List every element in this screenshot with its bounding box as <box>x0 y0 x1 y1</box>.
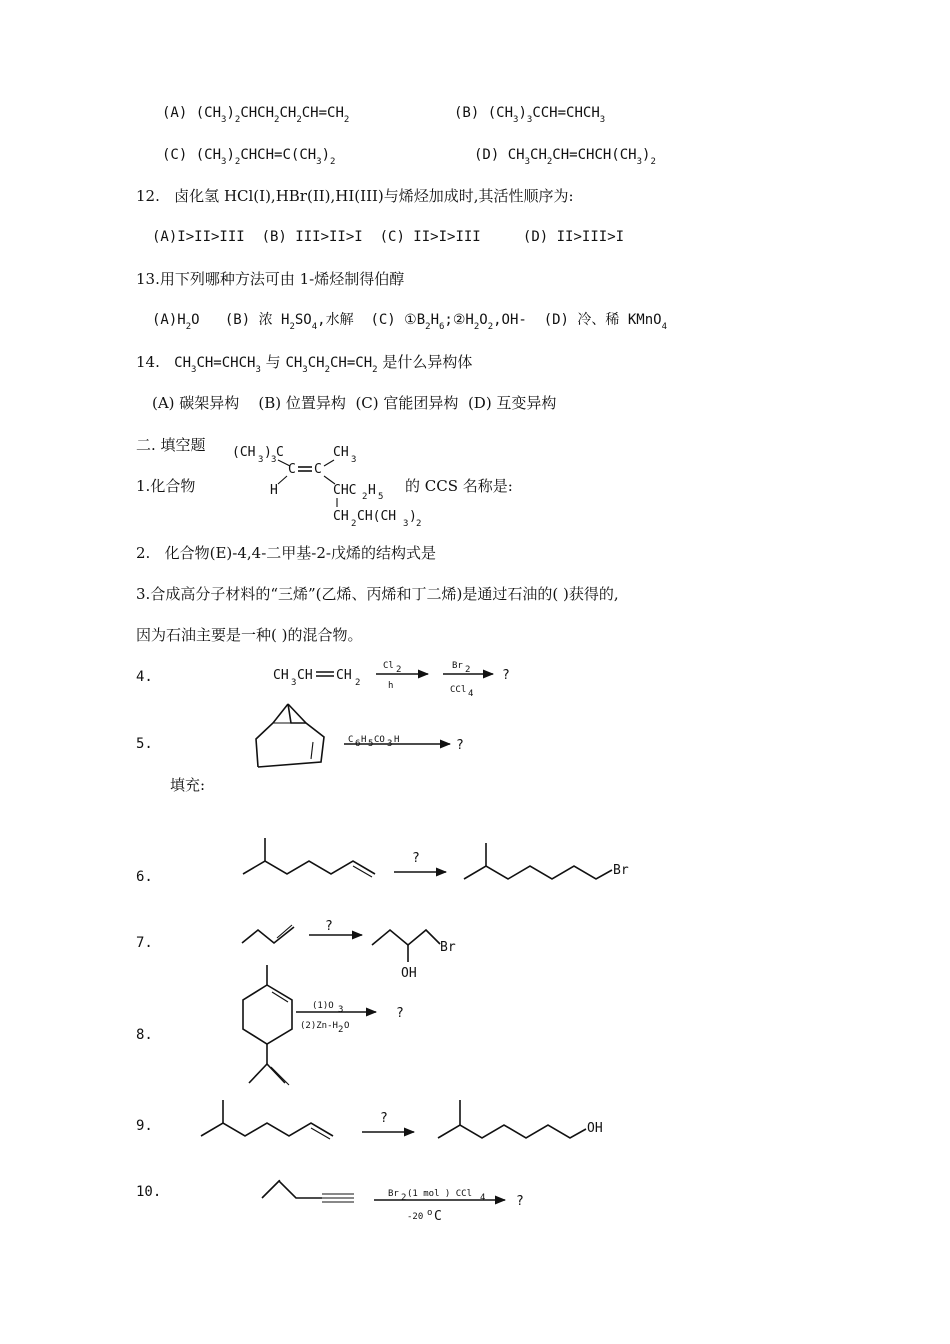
q14-options: (A) 碳架异构 (B) 位置异构 (C) 官能团异构 (D) 互变异构 <box>152 394 557 412</box>
fill7-group2: OH <box>401 966 417 981</box>
svg-text:CH: CH <box>333 509 349 524</box>
svg-text:CH: CH <box>333 445 349 460</box>
svg-text:(CH: (CH <box>232 445 256 460</box>
svg-text:CH: CH <box>273 668 289 683</box>
svg-text:4: 4 <box>480 1193 486 1203</box>
fill5-reaction <box>256 704 464 767</box>
svg-text:2: 2 <box>355 678 361 688</box>
fill10-reagent-top: Br <box>388 1189 399 1199</box>
svg-text:5: 5 <box>368 739 374 749</box>
svg-text:5: 5 <box>378 492 384 502</box>
fill5-product: ? <box>456 738 464 753</box>
svg-text:H: H <box>270 483 278 498</box>
svg-text:(1 mol ) CCl: (1 mol ) CCl <box>407 1189 473 1199</box>
fill1-structure <box>232 445 421 529</box>
fill9-reagent: ? <box>380 1111 388 1126</box>
fill9-reaction <box>201 1100 603 1139</box>
svg-text:C: C <box>434 1209 442 1224</box>
svg-text:o: o <box>427 1208 433 1218</box>
svg-text:6: 6 <box>355 739 361 749</box>
fill4-product: ? <box>502 668 510 683</box>
fill4-reaction <box>273 661 510 699</box>
fill7-group1: Br <box>440 940 456 955</box>
fill6-product-group: Br <box>613 863 629 878</box>
svg-text:2: 2 <box>338 1025 344 1035</box>
fill8-reaction <box>243 965 404 1085</box>
fill4-reagent2-bottom: CCl <box>450 685 467 695</box>
svg-text:C: C <box>314 462 322 477</box>
svg-text:H: H <box>368 483 376 498</box>
svg-text:2: 2 <box>465 665 471 675</box>
fill9-product-group: OH <box>587 1121 603 1136</box>
svg-text:C: C <box>288 462 296 477</box>
svg-text:H: H <box>394 735 400 745</box>
svg-text:2: 2 <box>401 1193 407 1203</box>
fill6-number: 6. <box>136 869 153 885</box>
fill4-reagent2-top: Br <box>452 661 463 671</box>
q13-options: $(A)H_2O$ (B) 浓 $H_2SO_4$,水解 (C) $①B_2H_6;②H_2O_2,OH-$ (D) 冷、稀 KMnO$_4$ <box>152 312 667 332</box>
q12-options: (A)I>II>III (B) III>II>I (C) II>I>III (D) II>III>I <box>152 229 625 245</box>
fill10-product: ? <box>516 1194 524 1209</box>
svg-text:2: 2 <box>416 519 422 529</box>
svg-text:3: 3 <box>338 1005 344 1015</box>
fill10-reagent-bottom: -20 <box>407 1212 424 1222</box>
fill6-reagent: ? <box>412 851 420 866</box>
svg-text:): ) <box>409 509 417 524</box>
fill7-number: 7. <box>136 935 153 951</box>
svg-text:3: 3 <box>258 455 264 465</box>
svg-text:CH: CH <box>336 668 352 683</box>
svg-text:O: O <box>344 1021 350 1031</box>
svg-text:2: 2 <box>362 492 368 502</box>
fill3-line1: 3.合成高分子材料的“三烯”(乙烯、丙烯和丁二烯)是通过石油的( )获得的, <box>136 585 619 603</box>
fill7-reagent: ? <box>325 919 333 934</box>
svg-text:CO: CO <box>374 735 385 745</box>
fill8-step1: (1)O <box>312 1001 334 1011</box>
q11-option-d: (D) $CH_3CH_2CH=CHCH(CH_3)_2$ <box>474 147 656 167</box>
fill4-reagent1-top: Cl <box>383 661 394 671</box>
svg-text:): ) <box>264 445 272 460</box>
q14-stem: 14. $CH_3CH=CHCH_3$ 与 $CH_3CH_2CH=CH_2$ 是什么异构体 <box>136 353 473 375</box>
fill1-tail: 的 CCS 名称是: <box>405 477 513 495</box>
fill5-reagent: C <box>348 735 354 745</box>
fill9-number: 9. <box>136 1118 153 1134</box>
fill6-reaction <box>243 838 629 879</box>
fill5-number: 5. <box>136 736 153 752</box>
q11-option-a: (A) $(CH_3)_2CHCH_2CH_2CH=CH_2$ <box>162 105 350 125</box>
svg-text:3: 3 <box>387 739 393 749</box>
svg-text:4: 4 <box>468 689 474 699</box>
fill7-reaction <box>242 919 456 981</box>
fill-label: 填充: <box>170 776 206 794</box>
fill4-number: 4. <box>136 669 153 685</box>
svg-text:3: 3 <box>271 455 277 465</box>
q12-stem: 12. 卤化氢 HCl(I),HBr(II),HI(III)与烯烃加成时,其活性顺序为: <box>136 187 574 205</box>
svg-text:H: H <box>361 735 367 745</box>
fill8-step2: (2)Zn-H <box>300 1021 338 1031</box>
fill3-line2: 因为石油主要是一种( )的混合物。 <box>136 626 363 644</box>
q11-option-c: (C) $(CH_3)_2CHCH=C(CH_3)_2$ <box>162 147 336 167</box>
fill10-reaction <box>262 1180 524 1224</box>
fill2-text: 2. 化合物(E)-4,4-二甲基-2-戊烯的结构式是 <box>136 544 436 562</box>
svg-text:3: 3 <box>351 455 357 465</box>
q11-option-b: (B) $(CH_3)_3CCH=CHCH_3$ <box>454 105 606 125</box>
fill8-product: ? <box>396 1006 404 1021</box>
svg-text:2: 2 <box>351 519 357 529</box>
fill8-number: 8. <box>136 1027 153 1043</box>
svg-text:CH: CH <box>297 668 313 683</box>
section-heading: 二. 填空题 <box>136 436 206 454</box>
svg-text:C: C <box>276 445 284 460</box>
svg-text:2: 2 <box>396 665 402 675</box>
fill10-number: 10. <box>136 1184 162 1200</box>
q13-stem: 13.用下列哪种方法可由 1-烯烃制得伯醇 <box>136 270 405 288</box>
svg-text:3: 3 <box>291 678 297 688</box>
svg-text:CHC: CHC <box>333 483 357 498</box>
svg-text:CH(CH: CH(CH <box>357 509 397 524</box>
fill4-reagent1-bottom: h <box>388 681 394 691</box>
fill1-label: 1.化合物 <box>136 477 196 495</box>
svg-text:3: 3 <box>403 519 409 529</box>
